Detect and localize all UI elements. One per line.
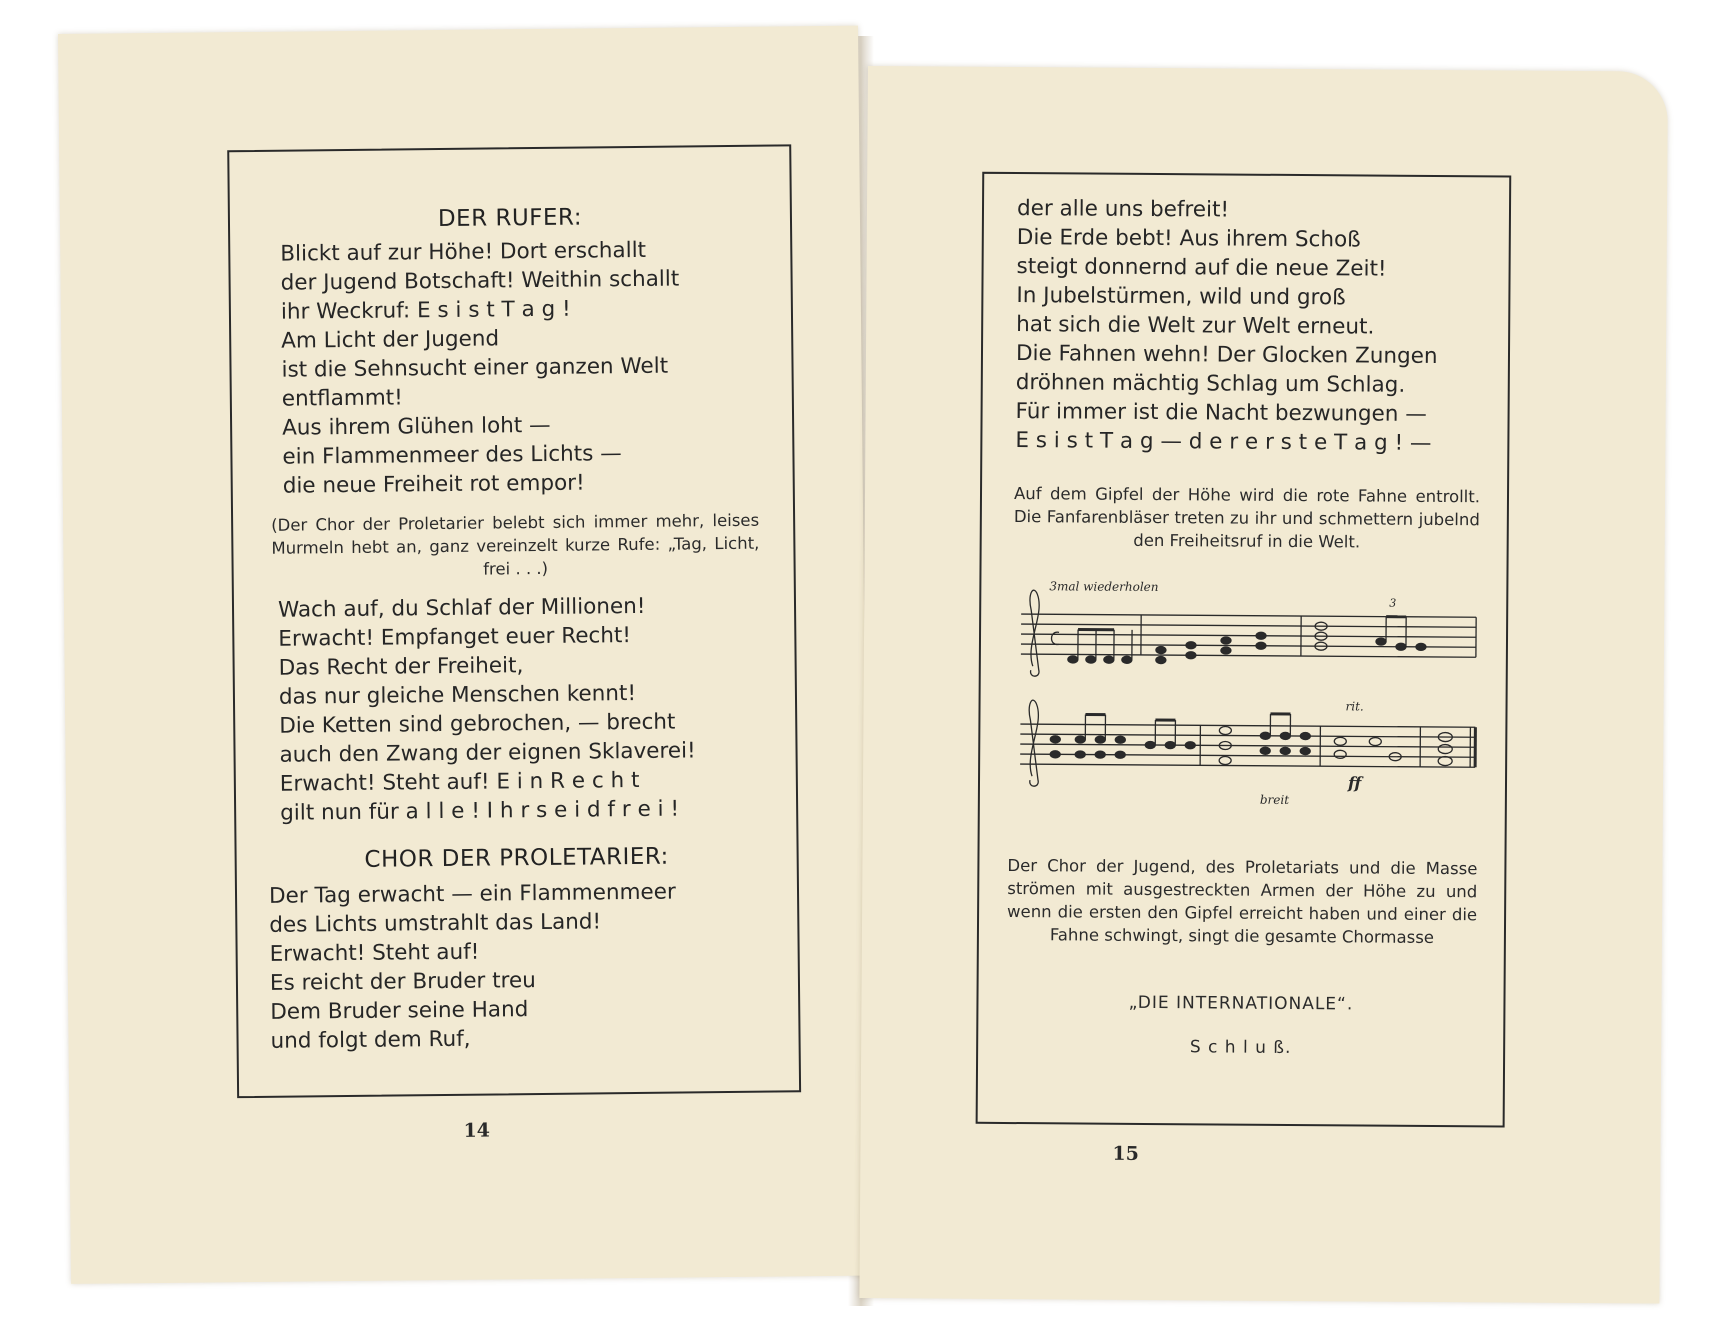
verse-line: Blickt auf zur Höhe! Dort erschallt [280,237,647,267]
verse-line: der Jugend Botschaft! Weithin schallt [280,266,680,296]
verse-line: Am Licht der Jugend [281,326,500,354]
chor-verse [269,878,678,1056]
title-internationale: „DIE INTERNATIONALE“. [1128,992,1354,1015]
triplet-mark: 3 [1389,596,1397,610]
verse-line: Für immer ist die Nacht bezwungen — [1015,399,1427,427]
verse-line: Erwacht! Steht auf! [269,939,480,967]
verse-line: die neue Freiheit rot empor! [282,470,585,499]
verse-line: dröhnen mächtig Schlag um Schlag. [1015,370,1406,398]
heading-chor-der-proletarier: CHOR DER PROLETARIER: [364,843,669,873]
page-number-left: 14 [463,1119,491,1142]
verse-line: In Jubelstürmen, wild und groß [1016,283,1346,311]
verse-line: ihr Weckruf: E s i s t T a g ! [280,296,571,325]
verse-line: Die Fahnen wehn! Der Glocken Zungen [1015,341,1438,369]
annotation-repeat: 3mal wiederholen [1049,579,1159,595]
verse-line: Das Recht der Freiheit, [278,653,524,681]
annotation-rit: rit. [1345,699,1364,714]
verse-line: Die Ketten sind gebrochen, — brecht [279,709,676,739]
verse-line: und folgt dem Ruf, [270,1026,471,1054]
stage-direction-chormasse: Der Chor der Jugend, des Proletariats und die Masse strömen mit ausgestreckten Armen der Höhe zu und wenn die ersten den Gipfel erreicht haben und einer die Fahne schwingt, singt die gesamte Chormasse [1007,855,1478,947]
verse-line: des Lichts umstrahlt das Land! [269,909,602,938]
verse-line: Aus ihrem Glühen loht — [282,412,551,441]
verse-line: Es reicht der Bruder treu [269,968,536,996]
annotation-breit: breit [1259,792,1290,807]
verse-line: gilt nun für a l l e ! I h r s e i d f r e i ! [280,796,680,826]
verse-line: hat sich die Welt zur Welt erneut. [1016,312,1375,340]
rufer-verse-1 [280,236,681,501]
verse-line: ein Flammenmeer des Lichts — [282,441,622,470]
verse-line: der alle uns befreit! [1016,196,1230,223]
stage-direction-fahne: Auf dem Gipfel der Höhe wird die rote Fahne entrollt. Die Fanfarenbläser treten zu ihr und schmettern jubelnd den Freiheitsruf in die Welt. [1013,484,1481,552]
verse-line: E s i s t T a g — d e r e r s t e T a g ! — [1015,428,1432,456]
verse-line: entflammt! [281,385,403,412]
page-number-right: 15 [1112,1142,1139,1165]
verse-line: Die Erde bebt! Aus ihrem Schoß [1016,225,1361,253]
music-notation [1010,574,1482,827]
right-page-frame [976,172,1512,1128]
verse-line: Dem Bruder seine Hand [270,997,529,1025]
schluss-label: S c h l u ß. [1189,1037,1292,1058]
verse-line: Der Tag erwacht — ein Flammenmeer [268,879,676,909]
verse-line: Wach auf, du Schlaf der Millionen! [277,593,646,623]
verse-line: auch den Zwang der eignen Sklaverei! [279,738,696,768]
left-page-frame [227,144,801,1098]
left-page [58,26,871,1284]
verse-line: das nur gleiche Menschen kennt! [278,680,637,710]
verse-line: Erwacht! Steht auf! E i n R e c h t [279,767,640,797]
verse-line: Erwacht! Empfanget euer Recht! [278,623,632,652]
annotation-ff: ff [1347,773,1362,793]
final-verse [1015,194,1438,458]
rufer-verse-2 [278,591,697,827]
verse-line: ist die Sehnsucht einer ganzen Welt [281,353,669,383]
stage-direction-chor: (Der Chor der Proletarier belebt sich immer mehr, leises Murmeln hebt an, ganz vereinzelt kurze Rufe: „Tag, Licht, frei . . .) [271,510,760,579]
verse-line: steigt donnernd auf die neue Zeit! [1016,254,1387,282]
right-page [859,66,1668,1304]
heading-der-rufer: DER RUFER: [437,204,583,233]
